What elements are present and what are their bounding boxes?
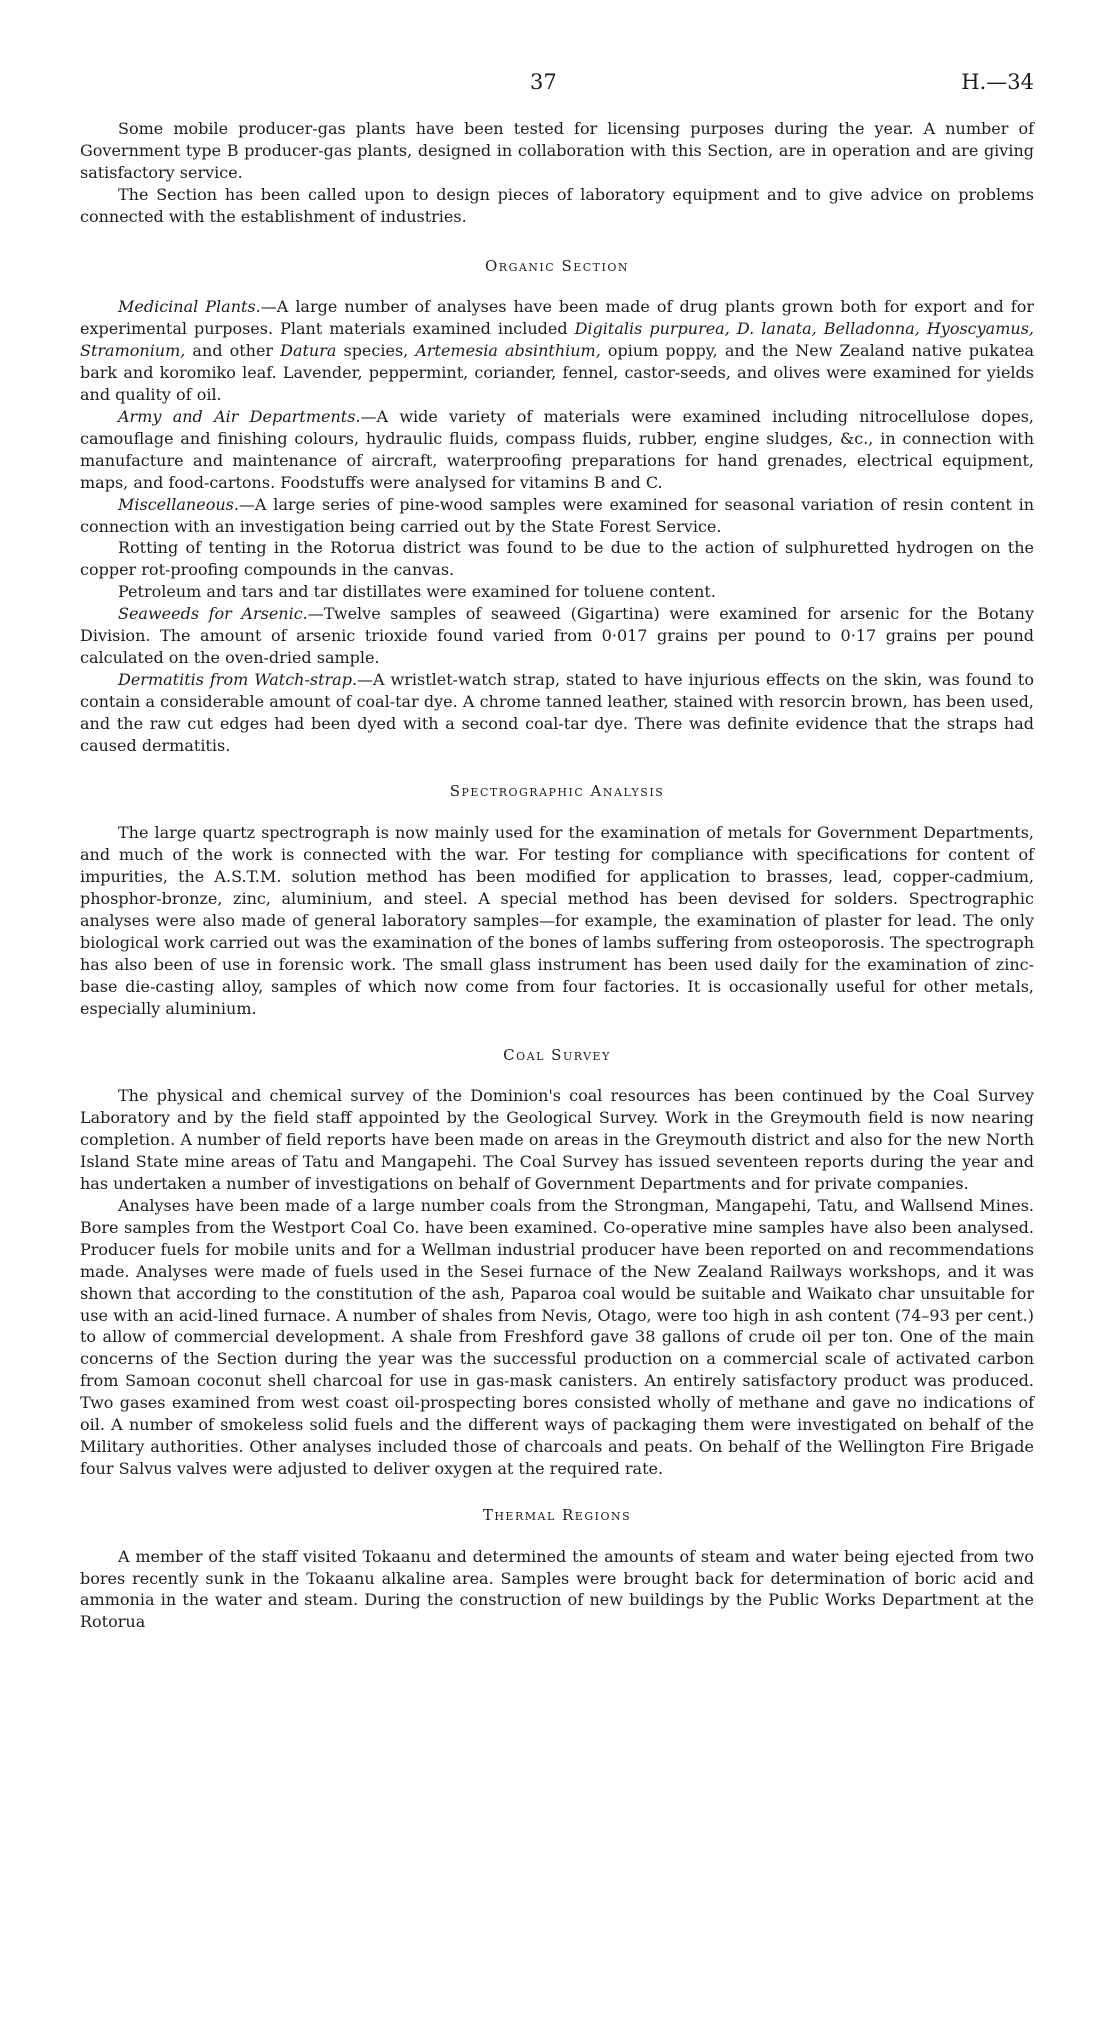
rotting-paragraph: Rotting of tenting in the Rotorua district was found to be due to the action of sulphuretted hydrogen on the copper rot-proofing compounds in the canvas. <box>80 538 1034 580</box>
seaweeds-text: —Twelve samples of seaweed (Gigartina) were examined for arsenic for the Botany Division. The amount of arsenic trioxide found varied from 0·017 grains per pound to 0·17 grains per pound calculated on the oven-dried sample. <box>80 604 1035 667</box>
miscellaneous-lead: Miscellaneous. <box>118 494 239 514</box>
medicinal-species-3: Artemesia absinthium, <box>415 341 601 361</box>
medicinal-plants-paragraph <box>80 296 1034 406</box>
army-air-lead: Army and Air Departments. <box>118 406 361 426</box>
medicinal-text-1: —A large number of analyses have been made of drug plants grown both for export and for experimental purposes. Plant materials examined included <box>80 297 1034 339</box>
medicinal-species-1: Digitalis purpurea, D. lanata, Belladonna, Hyoscyamus, Stramonium, <box>80 319 1034 361</box>
page-number: 37 <box>530 70 557 94</box>
army-air-paragraph <box>80 406 1034 494</box>
medicinal-plants-lead: Medicinal Plants. <box>118 297 261 317</box>
coal-survey-paragraph-2: Analyses have been made of a large number coals from the Strongman, Mangapehi, Tatu, and Wallsend Mines. Bore samples from the Westport Coal Co. have been examined. Co-operative mine samples have also been analysed. Producer fuels for mobile units and for a Wellman industrial producer have been reported on and recommendations made. Analyses were made of fuels used in the Sesei furnace of the New Zealand Railways workshops, and it was shown that according to the constitution of the ash, Paparoa coal would be suitable and Waikato char unsuitable for use with an acid-lined furnace. A number of shales from Nevis, Otago, were too high in ash content (74–93 per cent.) to allow of commercial development. A shale from Freshford gave 38 gallons of crude oil per ton. One of the main concerns of the Section during the year was the successful production on a commercial scale of activated carbon from Samoan coconut shell charcoal for use in gas-mask canisters. An entirely satisfactory product was produced. Two gases examined from west coast oil-prospecting bores consisted wholly of methane and gave no indications of oil. A number of smokeless solid fuels and the different ways of packaging them were investigated on behalf of the Military authorities. Other analyses included those of charcoals and peats. On behalf of the Wellington Fire Brigade four Salvus valves were adjusted to deliver oxygen at the required rate. <box>80 1195 1034 1478</box>
medicinal-species-2: Datura <box>280 341 337 361</box>
dermatitis-paragraph <box>80 669 1034 757</box>
medicinal-text-4: opium poppy, and the New Zealand native pukatea bark and koromiko leaf. Lavender, peppermint, coriander, fennel, castor-seeds, and olives were examined for yields and quality of oil. <box>80 341 1035 405</box>
medicinal-text-3: species, <box>336 341 416 361</box>
spectrographic-heading: Spectrographic Analysis <box>449 782 665 801</box>
medicinal-text-2: and other <box>185 341 281 361</box>
body-text <box>80 118 1034 1633</box>
page-header <box>0 70 1114 110</box>
dermatitis-lead: Dermatitis from Watch-strap. <box>118 669 358 689</box>
intro-paragraph-1: Some mobile producer-gas plants have been tested for licensing purposes during the year. A number of Government type B producer-gas plants, designed in collaboration with this Section, are in operation and are giving satisfactory service. <box>80 119 1034 182</box>
thermal-regions-paragraph: A member of the staff visited Tokaanu and determined the amounts of steam and water being ejected from two bores recently sunk in the Tokaanu alkaline area. Samples were brought back for determination of boric acid and ammonia in the water and steam. During the construction of new buildings by the Public Works Department at the Rotorua <box>80 1546 1034 1632</box>
dermatitis-text: —A wristlet-watch strap, stated to have injurious effects on the skin, was found to contain a considerable amount of coal-tar dye. A chrome tanned leather, stained with resorcin brown, has been used, and the raw cut edges had been dyed with a second coal-tar dye. There was definite evidence that the straps had caused dermatitis. <box>80 669 1034 755</box>
coal-survey-heading: Coal Survey <box>503 1045 611 1064</box>
seaweeds-paragraph <box>80 603 1034 669</box>
spectrographic-paragraph: The large quartz spectrograph is now mainly used for the examination of metals for Government Departments, and much of the work is connected with the war. For testing for compliance with specifications for content of impurities, the A.S.T.M. solution method has been modified for application to brasses, lead, copper-cadmium, phosphor-bronze, zinc, aluminium, and steel. A special method has been devised for solders. Spectrographic analyses were also made of general laboratory samples—for example, the examination of plaster for lead. The only biological work carried out was the examination of the bones of lambs suffering from osteoporosis. The spectrograph has also been of use in forensic work. The small glass instrument has been used daily for the examination of zinc-base die-casting alloy, samples of which now come from four factories. It is occasionally useful for other metals, especially aluminium. <box>80 823 1034 1018</box>
thermal-regions-heading: Thermal Regions <box>482 1505 632 1524</box>
coal-survey-paragraph-1: The physical and chemical survey of the Dominion's coal resources has been continued by the Coal Survey Laboratory and by the field staff appointed by the Geological Survey. Work in the Greymouth field is now nearing completion. A number of field reports have been made on areas in the Greymouth district and also for the new North Island State mine areas of Tatu and Mangapehi. The Coal Survey has issued seventeen reports during the year and has undertaken a number of investigations on behalf of Government Departments and for private companies. <box>80 1086 1034 1194</box>
organic-section-heading: Organic Section <box>484 256 629 275</box>
miscellaneous-text: —A large series of pine-wood samples were examined for seasonal variation of resin content in connection with an investigation being carried out by the State Forest Service. <box>80 494 1034 536</box>
intro-paragraph-2: The Section has been called upon to design pieces of laboratory equipment and to give advice on problems connected with the establishment of industries. <box>80 184 1034 226</box>
document-reference: H.—34 <box>961 70 1034 94</box>
petroleum-paragraph: Petroleum and tars and tar distillates were examined for toluene content. <box>118 582 716 602</box>
seaweeds-lead: Seaweeds for Arsenic. <box>118 604 308 624</box>
army-air-text: —A wide variety of materials were examined including nitrocellulose dopes, camouflage and finishing colours, hydraulic fluids, compass fluids, rubber, engine sludges, &c., in connection with manufacture and maintenance of aircraft, waterproofing preparations for hand grenades, electrical equipment, maps, and food-cartons. Foodstuffs were analysed for vitamins B and C. <box>80 406 1035 492</box>
miscellaneous-paragraph <box>80 494 1034 538</box>
